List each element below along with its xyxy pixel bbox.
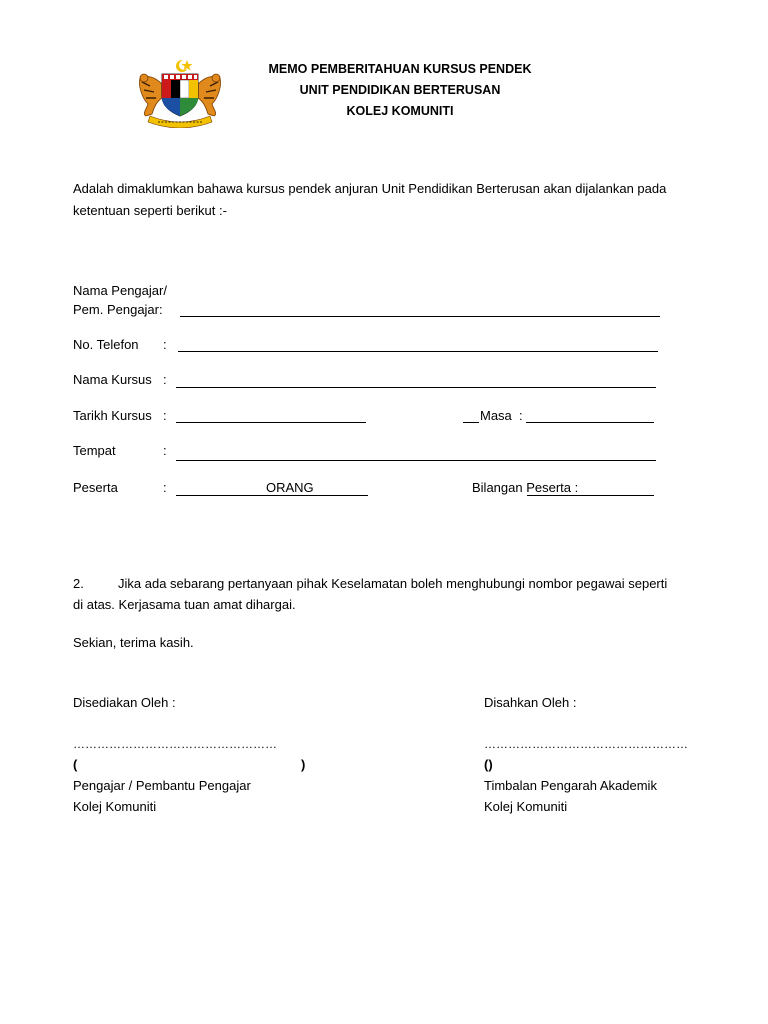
label-telefon: No. Telefon [73, 337, 139, 352]
masa-field[interactable] [526, 422, 654, 423]
memo-title: MEMO PEMBERITAHUAN KURSUS PENDEK [268, 62, 532, 76]
label-nama-pengajar-line1: Nama Pengajar/ [73, 283, 167, 298]
para2-line2: di atas. Kerjasama tuan amat dihargai. [73, 597, 296, 612]
approved-by-parens: () [484, 757, 493, 772]
colon: : [163, 408, 167, 423]
masa-prefix-line [463, 422, 479, 423]
tempat-field[interactable] [176, 460, 656, 461]
label-masa: Masa [480, 408, 512, 423]
approved-by-role: Timbalan Pengarah Akademik [484, 778, 657, 793]
coat-of-arms-logo [132, 58, 228, 128]
label-nama-kursus: Nama Kursus [73, 372, 152, 387]
colon: : [163, 372, 167, 387]
approved-by-label: Disahkan Oleh : [484, 695, 577, 710]
nama-kursus-field[interactable] [176, 387, 656, 388]
tarikh-kursus-field[interactable] [176, 422, 366, 423]
unit-title: UNIT PENDIDIKAN BERTERUSAN [299, 83, 501, 97]
approved-by-org: Kolej Komuniti [484, 799, 568, 814]
prepared-by-signature-dots[interactable]: …………………………………………… [73, 737, 277, 751]
prepared-by-org: Kolej Komuniti [73, 799, 157, 814]
orang-label: ORANG [266, 480, 314, 495]
colon: : [163, 443, 167, 458]
para2-number: 2. [73, 576, 84, 591]
label-nama-pengajar-line2: Pem. Pengajar: [73, 302, 163, 317]
approved-by-signature-dots[interactable]: …………………………………………… [484, 737, 688, 751]
label-peserta: Peserta [73, 480, 118, 495]
prepared-by-label: Disediakan Oleh : [73, 695, 176, 710]
colon: : [163, 480, 167, 495]
prepared-by-paren-open: ( [73, 757, 78, 772]
colon: : [519, 408, 523, 423]
para2-line1: Jika ada sebarang pertanyaan pihak Keselamatan boleh menghubungi nombor pegawai seperti [118, 576, 668, 591]
label-tempat: Tempat [73, 443, 116, 458]
label-tarikh-kursus: Tarikh Kursus [73, 408, 152, 423]
intro-paragraph: Adalah dimaklumkan bahawa kursus pendek anjuran Unit Pendidikan Berterusan akan dijalankan pada ketentuan seperti berikut :- [73, 181, 667, 218]
peserta-field[interactable] [176, 495, 368, 496]
college-title: KOLEJ KOMUNITI [346, 104, 454, 118]
colon: : [163, 337, 167, 352]
prepared-by-paren-close: ) [301, 757, 306, 772]
label-bilangan-peserta: Bilangan Peserta : [472, 480, 579, 495]
bilangan-peserta-field[interactable] [527, 495, 654, 496]
nama-pengajar-field[interactable] [180, 316, 660, 317]
prepared-by-role: Pengajar / Pembantu Pengajar [73, 778, 251, 793]
closing-text: Sekian, terima kasih. [73, 635, 194, 650]
telefon-field[interactable] [178, 351, 658, 352]
